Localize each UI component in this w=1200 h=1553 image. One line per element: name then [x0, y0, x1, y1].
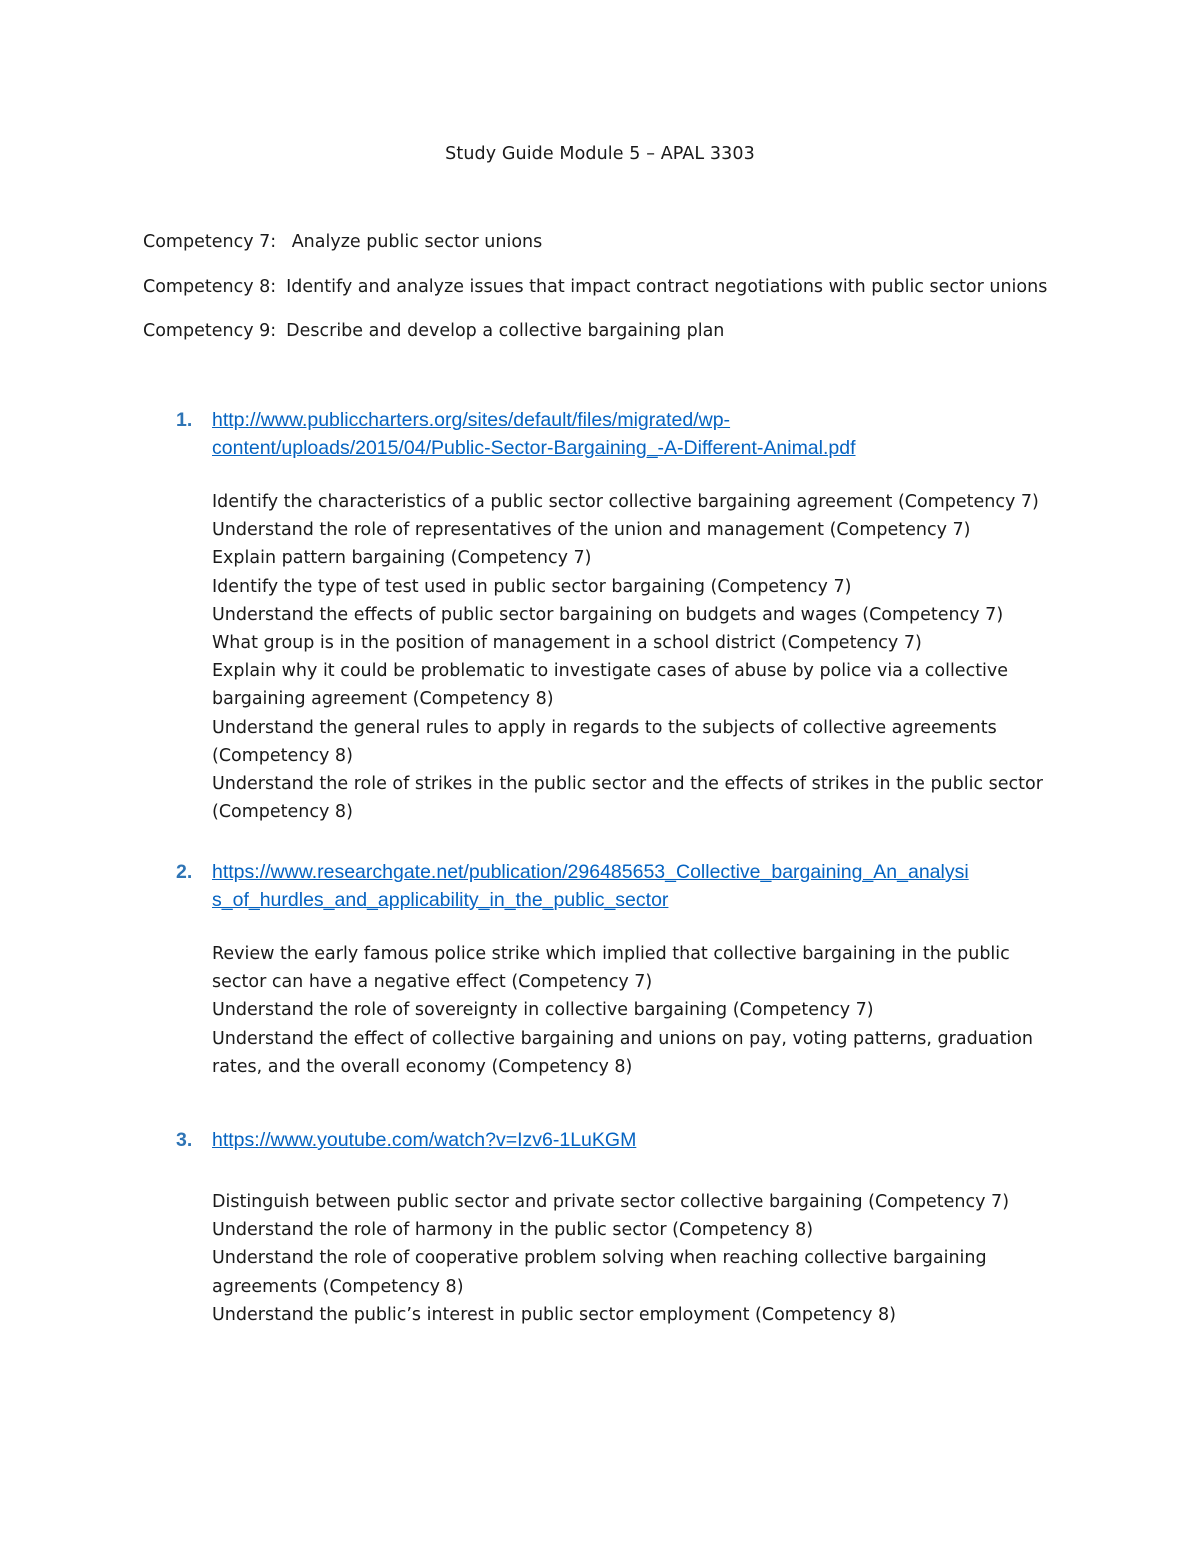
list-item: Understand the general rules to apply in regards to the subjects of collective agreements	[212, 717, 997, 738]
list-item: Understand the public’s interest in public sector employment (Competency 8)	[212, 1304, 896, 1325]
list-item: Understand the effect of collective bargaining and unions on pay, voting patterns, graduation	[212, 1028, 1034, 1049]
list-item: Explain pattern bargaining (Competency 7)	[212, 548, 592, 569]
section-1-link-line-1[interactable]: http://www.publiccharters.org/sites/default/files/migrated/wp-	[212, 409, 731, 431]
section-2-items	[212, 940, 1072, 1081]
competency-8	[143, 277, 1047, 297]
section-1-heading	[176, 406, 856, 462]
section-3-link-line-1[interactable]: https://www.youtube.com/watch?v=Izv6-1LuKGM	[212, 1129, 637, 1151]
section-1-items	[212, 488, 1072, 826]
section-1-link-line-2[interactable]: content/uploads/2015/04/Public-Sector-Bargaining_-A-Different-Animal.pdf	[212, 437, 856, 459]
list-item: sector can have a negative effect (Competency 7)	[212, 972, 653, 993]
list-item: Understand the role of representatives of the union and management (Competency 7)	[212, 520, 971, 541]
section-number: 2.	[176, 861, 193, 883]
list-item: Understand the effects of public sector bargaining on budgets and wages (Competency 7)	[212, 604, 1004, 625]
list-item: Distinguish between public sector and private sector collective bargaining (Competency 7)	[212, 1192, 1010, 1212]
page-title: Study Guide Module 5 – APAL 3303	[445, 144, 755, 164]
competency-label: Competency 8:	[143, 277, 277, 297]
section-number: 1.	[176, 409, 193, 431]
competency-text: Identify and analyze issues that impact contract negotiations with public sector unions	[286, 277, 1048, 297]
list-item: Understand the role of cooperative problem solving when reaching collective bargaining	[212, 1248, 987, 1269]
competency-text: Describe and develop a collective bargaining plan	[286, 321, 725, 341]
list-item: rates, and the overall economy (Competency 8)	[212, 1056, 633, 1077]
competency-9	[143, 321, 724, 341]
section-3-heading	[176, 1126, 636, 1154]
list-item: Understand the role of strikes in the public sector and the effects of strikes in the public sector	[212, 774, 1043, 795]
list-item: bargaining agreement (Competency 8)	[212, 689, 554, 710]
section-3-items	[212, 1188, 1072, 1329]
list-item: What group is in the position of management in a school district (Competency 7)	[212, 633, 922, 654]
competency-label: Competency 9:	[143, 321, 277, 341]
list-item: (Competency 8)	[212, 802, 353, 823]
list-item: Understand the role of harmony in the public sector (Competency 8)	[212, 1220, 814, 1241]
section-number: 3.	[176, 1129, 193, 1151]
list-item: (Competency 8)	[212, 745, 353, 766]
list-item: Review the early famous police strike which implied that collective bargaining in the public	[212, 944, 1010, 964]
section-2-link-line-2[interactable]: s_of_hurdles_and_applicability_in_the_public_sector	[212, 889, 669, 911]
competency-text: Analyze public sector unions	[286, 232, 543, 252]
list-item: agreements (Competency 8)	[212, 1276, 464, 1297]
list-item: Understand the role of sovereignty in collective bargaining (Competency 7)	[212, 1000, 874, 1021]
section-2-heading	[176, 858, 969, 914]
competency-7	[143, 232, 542, 252]
list-item: Identify the characteristics of a public sector collective bargaining agreement (Competency 7)	[212, 492, 1039, 512]
list-item: Explain why it could be problematic to investigate cases of abuse by police via a collective	[212, 661, 1009, 682]
section-2-link-line-1[interactable]: https://www.researchgate.net/publication/296485653_Collective_bargaining_An_analysi	[212, 861, 969, 883]
list-item: Identify the type of test used in public sector bargaining (Competency 7)	[212, 576, 852, 597]
competency-label: Competency 7:	[143, 232, 277, 252]
